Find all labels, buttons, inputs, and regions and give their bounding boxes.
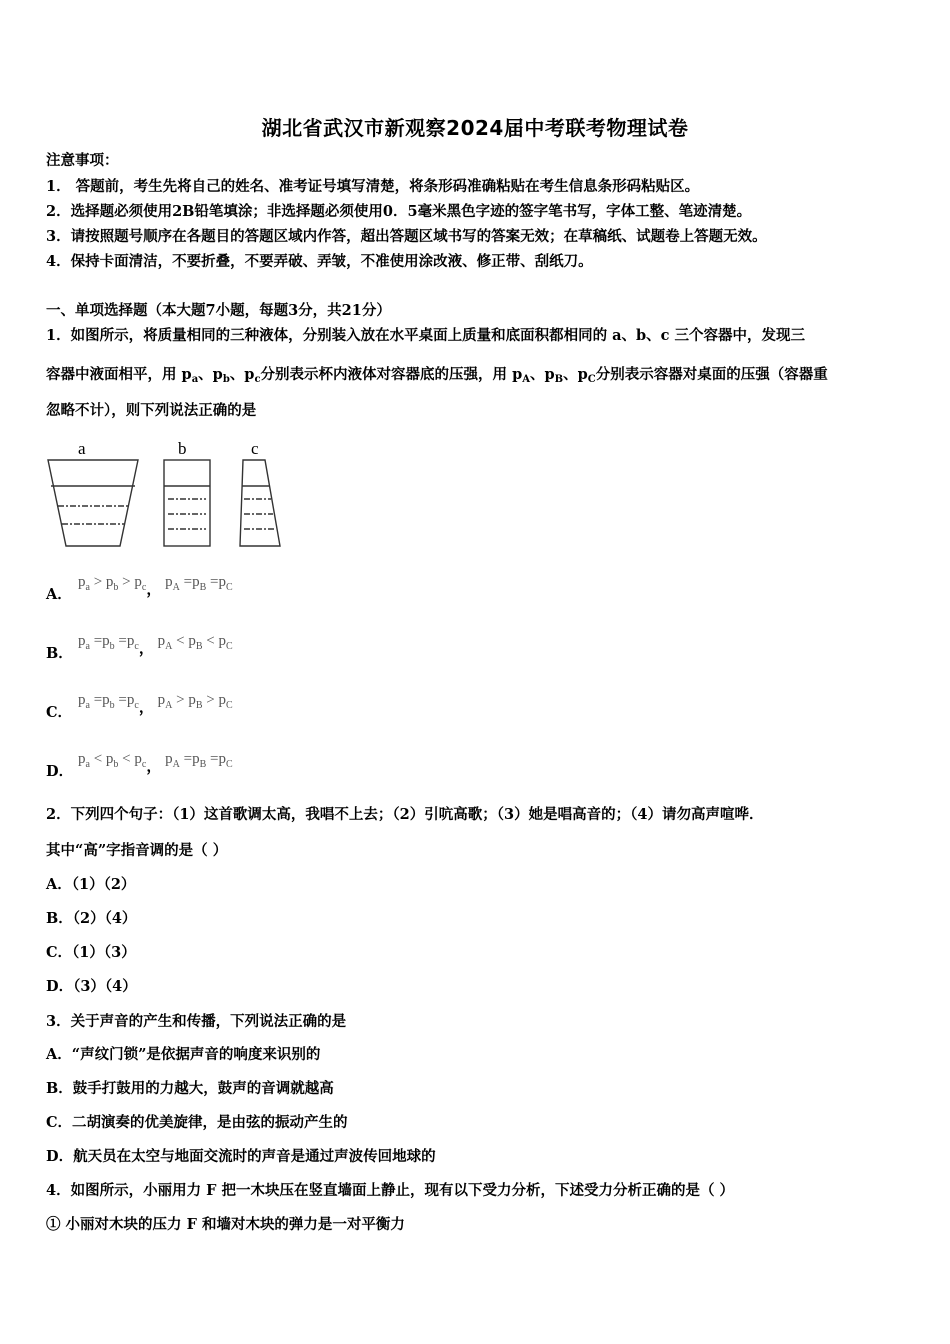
q1-stem-line2: 容器中液面相平，用 $p_a$、$p_b$、$p_c$分别表示杯内液体对容器底的压强，用 $p_A$、$p_B$、$p_C$分别表示容器对桌面的压强（容器重	[46, 366, 828, 385]
q4-stem: 4．如图所示，小丽用力 F 把一木块压在竖直墙面上静止，现有以下受力分析，下述受力分析正确的是（ ）	[46, 1182, 735, 1199]
page-title: 湖北省武汉市新观察2024届中考联考物理试卷	[261, 116, 689, 140]
q1-option-letter: C．	[46, 704, 73, 721]
container-b	[164, 460, 210, 546]
q2-option: C．（1）（3）	[46, 944, 136, 961]
note-item: 3．请按照题号顺序在各题目的答题区域内作答，超出答题区域书写的答案无效；在草稿纸、试题卷上答题无效。	[46, 228, 767, 245]
container-label-b: b	[178, 439, 187, 458]
container-label-a: a	[78, 439, 86, 458]
q3-option: A．“声纹门锁”是依据声音的响度来识别的	[46, 1046, 321, 1063]
q1-option-b-formula: $p_a =p_b =p_c$， $p_A < p_B < p_C$	[78, 633, 233, 657]
section-heading: 一、单项选择题（本大题7小题，每题3分，共21分）	[46, 302, 391, 319]
q1-option-d-formula: $p_a < p_b < p_c$， $p_A =p_B =p_C$	[78, 751, 233, 775]
q1-option-c-formula: $p_a =p_b =p_c$， $p_A > p_B > p_C$	[78, 692, 233, 716]
q1-stem-line1: 1．如图所示，将质量相同的三种液体，分别装入放在水平桌面上质量和底面积都相同的 a、b、c 三个容器中，发现三	[46, 327, 806, 344]
q1-stem-line3: 忽略不计），则下列说法正确的是	[46, 402, 257, 419]
q2-option: B．（2）（4）	[46, 910, 137, 927]
container-a	[48, 460, 138, 546]
q4-item-1: ① 小丽对木块的压力 F 和墙对木块的弹力是一对平衡力	[46, 1216, 405, 1233]
q2-stem-line2: 其中“高”字指音调的是（ ）	[46, 842, 228, 859]
q1-option-letter: B．	[46, 645, 73, 662]
q1-option-a-formula: $p_a > p_b > p_c$， $p_A =p_B =p_C$	[78, 574, 233, 598]
q3-option: B．鼓手打鼓用的力越大，鼓声的音调就越高	[46, 1080, 334, 1097]
notes-heading: 注意事项：	[46, 152, 119, 169]
note-item: 1． 答题前，考生先将自己的姓名、准考证号填写清楚，将条形码准确粘贴在考生信息条形码粘贴区。	[46, 178, 700, 195]
q3-option: C．二胡演奏的优美旋律，是由弦的振动产生的	[46, 1114, 348, 1131]
note-item: 2．选择题必须使用2B铅笔填涂；非选择题必须使用0．5毫米黑色字迹的签字笔书写，字体工整、笔迹清楚。	[46, 203, 752, 220]
container-c	[240, 460, 280, 546]
q2-option: D．（3）（4）	[46, 978, 137, 995]
q2-option: A．（1）（2）	[46, 876, 136, 893]
q3-stem: 3．关于声音的产生和传播，下列说法正确的是	[46, 1013, 347, 1030]
containers-figure	[44, 434, 294, 554]
q2-stem-line1: 2．下列四个句子：（1）这首歌调太高，我唱不上去；（2）引吭高歌；（3）她是唱高音的；（4）请勿高声喧哗．	[46, 806, 764, 823]
container-label-c: c	[251, 439, 259, 458]
q1-option-letter: D．	[46, 763, 74, 780]
note-item: 4．保持卡面清洁，不要折叠，不要弄破、弄皱，不准使用涂改液、修正带、刮纸刀。	[46, 253, 593, 270]
q3-option: D．航天员在太空与地面交流时的声音是通过声波传回地球的	[46, 1148, 436, 1165]
q1-option-letter: A．	[46, 586, 72, 603]
